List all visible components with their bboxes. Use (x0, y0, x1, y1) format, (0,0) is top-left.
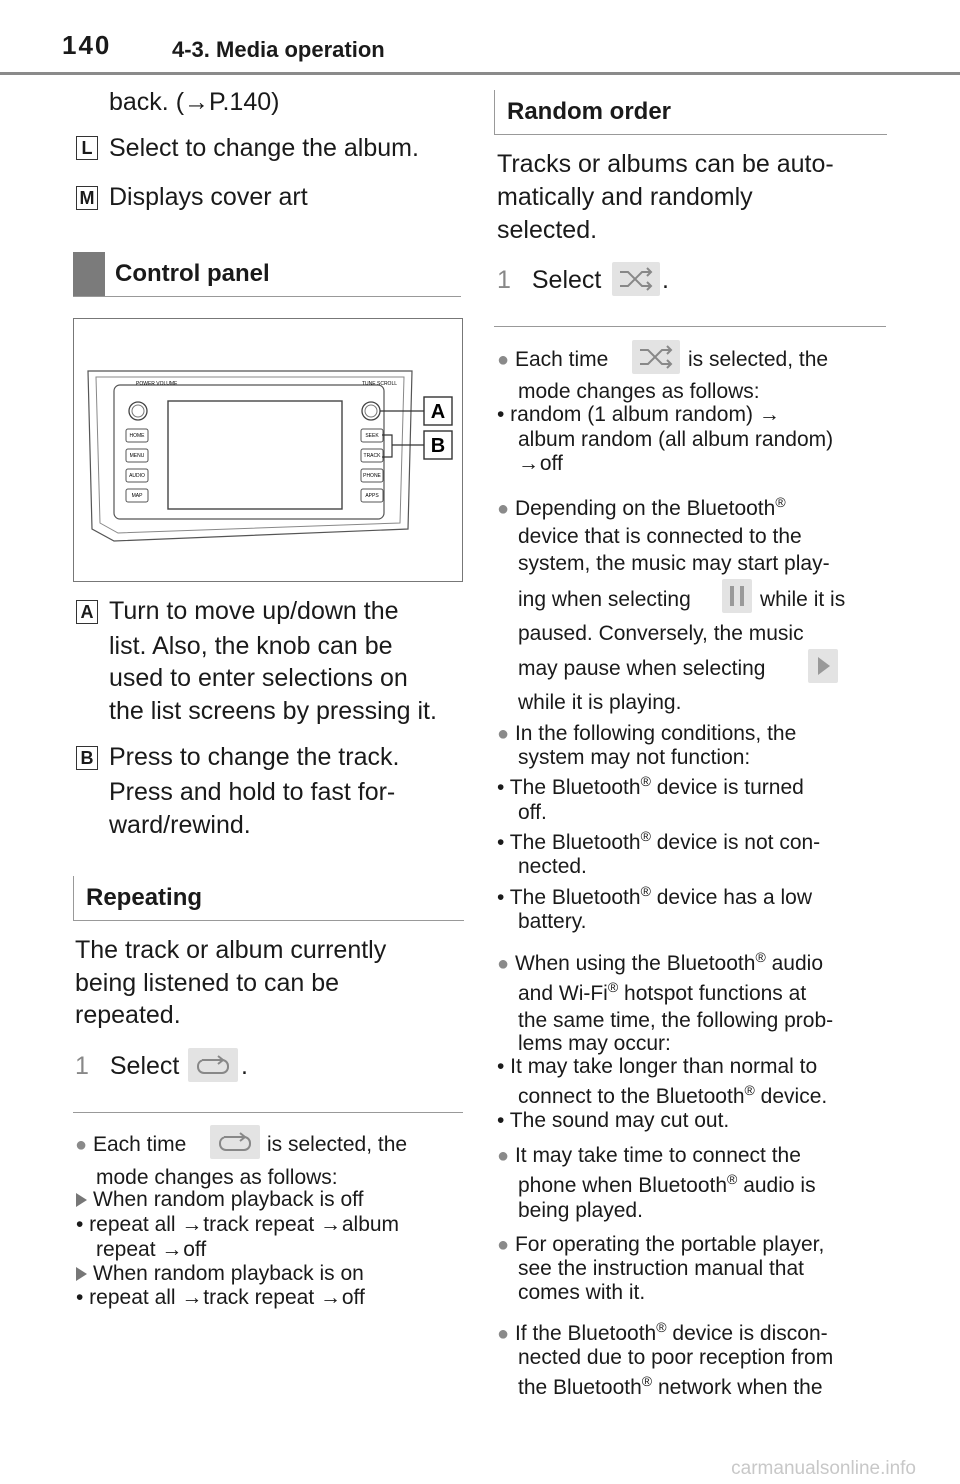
note-text: device. (760, 1085, 828, 1108)
note4-e: • It may take longer than normal to (497, 1055, 818, 1078)
label-L: L (76, 136, 98, 160)
fig-btn-audio: AUDIO (129, 473, 145, 479)
note2-g: may pause when selecting (518, 657, 766, 680)
fig-btn-track: TRACK (363, 453, 381, 459)
registered-mark: ® (640, 773, 651, 789)
note2-b: device that is connected to the (518, 525, 802, 548)
play-icon (808, 649, 838, 683)
seq-item: album (341, 1213, 400, 1236)
shuffle-icon-inline (632, 340, 680, 374)
item-B-line3: ward/rewind. (109, 811, 251, 839)
item-A-line2: list. Also, the knob can be (109, 632, 393, 660)
fig-btn-phone: PHONE (363, 473, 381, 479)
note-text: In the following conditions, the (514, 722, 797, 745)
item-A-line4: the list screens by pressing it. (109, 697, 437, 725)
note3-d: off. (518, 801, 547, 824)
registered-mark: ® (641, 1373, 653, 1389)
note1-c: mode changes as follows: (518, 380, 760, 403)
note6-c: comes with it. (518, 1281, 646, 1304)
head-unit-illustration (74, 319, 462, 581)
step-number: 1 (75, 1052, 89, 1080)
note3-b: system may not function: (518, 746, 751, 769)
registered-mark: ® (640, 883, 651, 899)
page-number: 140 (62, 30, 112, 60)
bullet-icon: ● (497, 1323, 510, 1345)
item-B-line2: Press and hold to fast for- (109, 778, 396, 806)
random-p2: matically and randomly (497, 183, 753, 211)
note4-g: • The sound may cut out. (497, 1109, 730, 1132)
note-text: the Bluetooth (518, 1376, 642, 1399)
note4-c: the same time, the following prob- (518, 1009, 834, 1032)
fig-btn-seek: SEEK (365, 433, 379, 439)
seq-item: off (539, 452, 563, 475)
callout-a: A (430, 401, 446, 423)
note7-c (518, 1373, 823, 1400)
bullet-icon: ● (497, 1234, 510, 1256)
random-heading (494, 90, 887, 135)
note-text: device is discon- (672, 1322, 828, 1345)
step-end: . (662, 266, 669, 294)
label-B: B (76, 746, 98, 770)
note-text: audio (771, 952, 823, 975)
sub-title-text: When random playback is on (93, 1262, 364, 1285)
fig-label-tune: TUNE SCROLL (362, 381, 398, 387)
arrow-icon: → (320, 1286, 341, 1309)
heading-text: Random order (507, 98, 672, 125)
note4-f (518, 1082, 828, 1109)
triangle-icon (76, 1193, 87, 1207)
note2-h: while it is playing. (518, 691, 682, 714)
continued-text: back. (→P.140) (109, 88, 280, 116)
step-text: Select (531, 266, 602, 294)
fig-label-power: POWER VOLUME (136, 381, 178, 387)
sub1-title (76, 1188, 363, 1212)
bullet-icon: ● (497, 1145, 510, 1167)
repeat-note-c: mode changes as follows: (96, 1166, 338, 1189)
fig-btn-apps: APPS (365, 493, 379, 499)
repeat-icon (188, 1048, 238, 1082)
random-p3: selected. (497, 216, 598, 244)
note7-b: nected due to poor reception from (518, 1346, 834, 1369)
note3-c (497, 773, 804, 800)
step-number: 1 (497, 266, 511, 294)
item-A-line3: used to enter selections on (109, 664, 408, 692)
sub1-line2 (96, 1238, 206, 1262)
registered-mark: ® (640, 828, 651, 844)
note4-d: lems may occur: (518, 1032, 671, 1055)
note5-b (518, 1171, 816, 1198)
heading-text: Repeating (86, 884, 203, 911)
label-M: M (76, 186, 98, 210)
note3-g (497, 883, 813, 910)
bullet-icon: ● (497, 498, 510, 520)
note-text: For operating the portable player, (514, 1233, 825, 1256)
note-text: If the Bluetooth (514, 1322, 657, 1345)
note1-line1 (497, 348, 608, 372)
note7-a (497, 1319, 828, 1346)
repeating-p2: being listened to can be (75, 969, 340, 997)
note4-a (497, 949, 823, 976)
note1-d (497, 403, 780, 427)
divider (494, 326, 886, 327)
note2-a (497, 494, 786, 521)
item-M-text: Displays cover art (109, 183, 308, 211)
header-rule (0, 72, 960, 75)
note-text: Depending on the Bluetooth (514, 497, 776, 520)
pause-icon (722, 579, 752, 613)
note-text: network when the (657, 1376, 823, 1399)
registered-mark: ® (607, 979, 619, 995)
note6-a (497, 1233, 824, 1257)
arrow-icon: → (320, 1213, 341, 1236)
shuffle-icon (612, 262, 660, 296)
note3-f: nected. (518, 855, 587, 878)
fig-btn-menu: MENU (129, 453, 145, 459)
registered-mark: ® (775, 494, 786, 510)
note-text: • The Bluetooth (497, 776, 641, 799)
note-text: It may take time to connect the (514, 1144, 801, 1167)
note3-h: battery. (518, 910, 587, 933)
heading-text: Control panel (115, 260, 270, 287)
bullet-icon: ● (75, 1134, 88, 1156)
control-panel-figure (73, 318, 463, 582)
note2-e: while it is (760, 588, 846, 611)
note-text: phone when Bluetooth (518, 1174, 728, 1197)
step-text: Select (109, 1052, 180, 1080)
registered-mark: ® (656, 1319, 667, 1335)
seq-item: track repeat (203, 1286, 315, 1309)
seq-item: off (341, 1286, 365, 1309)
note1-e: album random (all album random) (518, 428, 834, 451)
note-text: • The Bluetooth (497, 831, 641, 854)
seq-item: repeat (96, 1238, 156, 1261)
fig-btn-map: MAP (131, 493, 143, 499)
item-B-line1: Press to change the track. (109, 743, 400, 771)
note-text: device is not con- (656, 831, 821, 854)
repeating-heading (73, 876, 464, 921)
seq-item: track repeat (203, 1213, 315, 1236)
note-text: Each time (92, 1133, 187, 1156)
sub2-title (76, 1262, 364, 1286)
arrow-icon: → (181, 1286, 203, 1309)
random-p1: Tracks or albums can be auto- (497, 150, 834, 178)
repeat-note-b: is selected, the (267, 1133, 408, 1156)
registered-mark: ® (727, 1171, 738, 1187)
fig-btn-home: HOME (129, 433, 145, 439)
callout-b: B (430, 435, 446, 457)
note2-c: system, the music may start play- (518, 552, 830, 575)
note2-f: paused. Conversely, the music (518, 622, 804, 645)
sub-title-text: When random playback is off (93, 1188, 364, 1211)
note-text: device is turned (656, 776, 804, 799)
note-text: connect to the Bluetooth (518, 1085, 745, 1108)
sub1-line1 (76, 1213, 399, 1237)
repeating-p3: repeated. (75, 1001, 181, 1029)
sub2-line1 (76, 1286, 365, 1310)
note3-e (497, 828, 821, 855)
note1-b: is selected, the (688, 348, 829, 371)
triangle-icon (76, 1267, 87, 1281)
note-text: and Wi-Fi (518, 982, 608, 1005)
watermark: carmanualsonline.info (731, 1458, 916, 1479)
note-text: audio is (743, 1174, 816, 1197)
arrow-icon: → (161, 1238, 183, 1261)
arrow-icon: → (518, 452, 539, 475)
note3-a (497, 722, 796, 746)
note-text: When using the Bluetooth (514, 952, 756, 975)
repeat-note-line1 (75, 1133, 186, 1157)
item-A-line1: Turn to move up/down the (109, 597, 399, 625)
arrow-icon: → (758, 403, 780, 426)
note-text: hotspot functions at (624, 982, 807, 1005)
arrow-icon: → (181, 1213, 203, 1236)
repeating-step (75, 1050, 179, 1083)
note2-d: ing when selecting (518, 588, 691, 611)
seq-item: • random (1 album random) (497, 403, 753, 426)
note-text: Each time (514, 348, 609, 371)
bullet-icon: ● (497, 953, 510, 975)
seq-item: • repeat all (76, 1213, 176, 1236)
bullet-icon: ● (497, 349, 510, 371)
divider (73, 1112, 463, 1113)
note4-b (518, 979, 807, 1006)
note-text: device has a low (656, 886, 813, 909)
registered-mark: ® (744, 1082, 755, 1098)
label-A: A (76, 600, 98, 624)
bullet-icon: ● (497, 723, 510, 745)
repeating-p1: The track or album currently (75, 936, 387, 964)
registered-mark: ® (755, 949, 766, 965)
note5-a (497, 1144, 801, 1168)
random-step (497, 264, 601, 297)
seq-item: off (183, 1238, 207, 1261)
step-end: . (241, 1052, 248, 1080)
control-panel-heading (73, 252, 461, 297)
repeat-icon-inline (210, 1125, 260, 1159)
note1-f (518, 452, 563, 476)
note-text: • The Bluetooth (497, 886, 641, 909)
heading-bar (73, 252, 105, 296)
section-title: 4-3. Media operation (172, 37, 385, 62)
seq-item: • repeat all (76, 1286, 176, 1309)
note5-c: being played. (518, 1199, 643, 1222)
note6-b: see the instruction manual that (518, 1257, 805, 1280)
item-L-text: Select to change the album. (109, 134, 419, 162)
